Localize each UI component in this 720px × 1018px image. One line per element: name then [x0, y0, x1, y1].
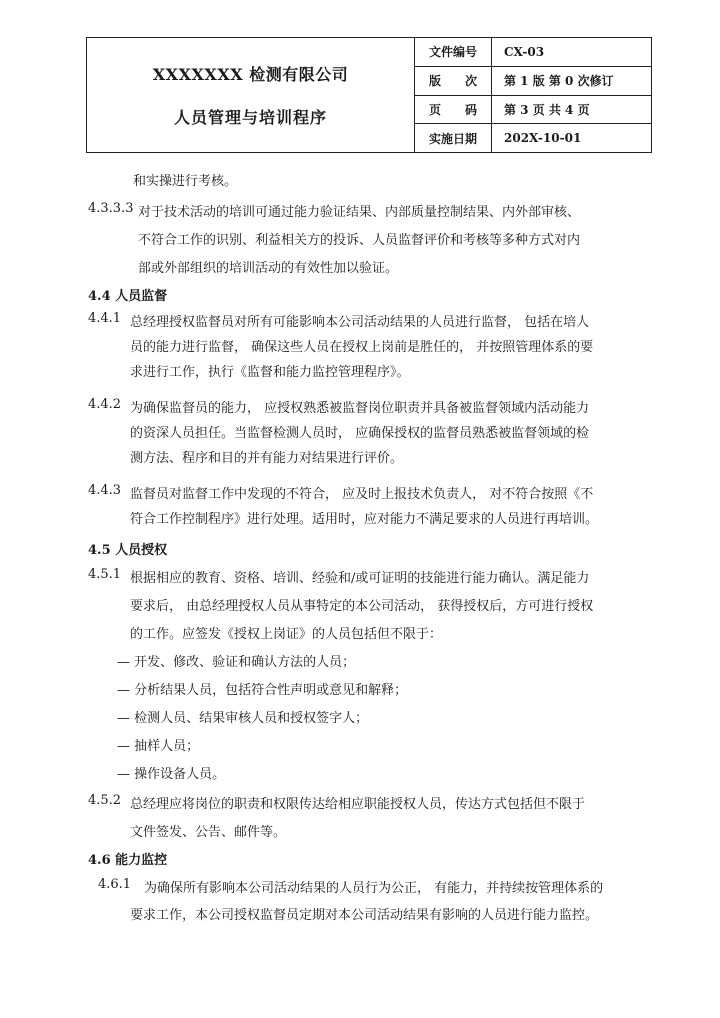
paragraph-line: 为确保监督员的能力， 应授权熟悉被监督岗位职责并具备被监督领域内活动能力 — [130, 401, 590, 416]
paragraph-line: 为确保所有影响本公司活动结果的人员行为公正， 有能力，并持续按管理体系的 — [144, 881, 604, 896]
list-item: — 检测人员、结果审核人员和授权签字人； — [117, 711, 369, 726]
header-row-version — [415, 67, 651, 96]
header-value: 第 3 页 共 4 页 — [504, 102, 590, 117]
paragraph-line: 要求后， 由总经理授权人员从事特定的本公司活动， 获得授权后，方可进行授权 — [130, 599, 594, 614]
clause-number: 4.4.2 — [88, 397, 122, 412]
list-item: — 抽样人员； — [117, 739, 200, 754]
paragraph-line: 监督员对监督工作中发现的不符合， 应及时上报技术负责人， 对不符合按照《不 — [130, 487, 594, 502]
header-label: 页 码 — [415, 96, 492, 124]
paragraph-line: 员的能力进行监督， 确保这些人员在授权上岗前是胜任的， 并按照管理体系的要 — [130, 340, 594, 355]
company-name: XXXXXXX 检测有限公司 — [152, 65, 349, 84]
paragraph-line: 部或外部组织的培训活动的有效性加以验证。 — [138, 261, 399, 276]
paragraph-line: 总经理授权监督员对所有可能影响本公司活动结果的人员进行监督， 包括在培人 — [130, 315, 590, 330]
section-heading: 4.5 人员授权 — [88, 543, 168, 558]
header-label: 文件编号 — [415, 38, 492, 66]
header-value: CX-03 — [504, 44, 545, 59]
clause-number: 4.6.1 — [98, 877, 132, 892]
clause-number: 4.5.1 — [88, 567, 122, 582]
paragraph-line: 总经理应将岗位的职责和权限传达给相应职能授权人员，传达方式包括但不限于 — [130, 797, 586, 812]
header-value: 第 1 版 第 0 次修订 — [504, 74, 614, 89]
header-title-cell — [87, 38, 415, 152]
paragraph-line: 和实操进行考核。 — [133, 174, 238, 189]
paragraph-line: 测方法、程序和目的并有能力对结果进行评价。 — [130, 451, 404, 466]
paragraph-line: 符合工作控制程序》进行处理。适用时，应对能力不满足要求的人员进行再培训。 — [130, 512, 599, 527]
list-item: — 分析结果人员，包括符合性声明或意见和解释； — [117, 683, 408, 698]
clause-number: 4.4.1 — [88, 311, 122, 326]
section-heading: 4.4 人员监督 — [88, 289, 168, 304]
list-item: — 开发、修改、验证和确认方法的人员； — [117, 655, 356, 670]
header-meta-cells — [415, 38, 651, 152]
clause-number: 4.3.3.3 — [88, 201, 134, 216]
document-title: 人员管理与培训程序 — [173, 108, 327, 127]
header-row-page — [415, 96, 651, 125]
paragraph-line: 对于技术活动的培训可通过能力验证结果、内部质量控制结果、内外部审核、 — [138, 205, 581, 220]
paragraph-line: 文件签发、公告、邮件等。 — [130, 825, 287, 840]
paragraph-line: 求进行工作，执行《监督和能力监控管理程序》。 — [130, 365, 410, 380]
header-row-doc-number — [415, 38, 651, 67]
paragraph-line: 不符合工作的识别、利益相关方的投诉、人员监督评价和考核等多种方式对内 — [138, 233, 581, 248]
paragraph-line: 根据相应的教育、资格、培训、经验和/或可证明的技能进行能力确认。满足能力 — [130, 571, 590, 586]
clause-number: 4.4.3 — [88, 483, 122, 498]
header-row-effective-date — [415, 124, 651, 152]
section-heading: 4.6 能力监控 — [88, 853, 168, 868]
clause-number: 4.5.2 — [88, 793, 122, 808]
list-item: — 操作设备人员。 — [117, 767, 226, 782]
document-header-table — [86, 37, 652, 153]
paragraph-line: 的工作。应签发《授权上岗证》的人员包括但不限于： — [130, 627, 443, 642]
header-label: 实施日期 — [415, 124, 492, 152]
paragraph-line: 的资深人员担任。当监督检测人员时， 应确保授权的监督员熟悉被监督领域的检 — [130, 426, 590, 441]
paragraph-line: 要求工作，本公司授权监督员定期对本公司活动结果有影响的人员进行能力监控。 — [130, 908, 599, 923]
header-label: 版 次 — [415, 67, 492, 95]
header-value: 202X-10-01 — [504, 131, 582, 146]
